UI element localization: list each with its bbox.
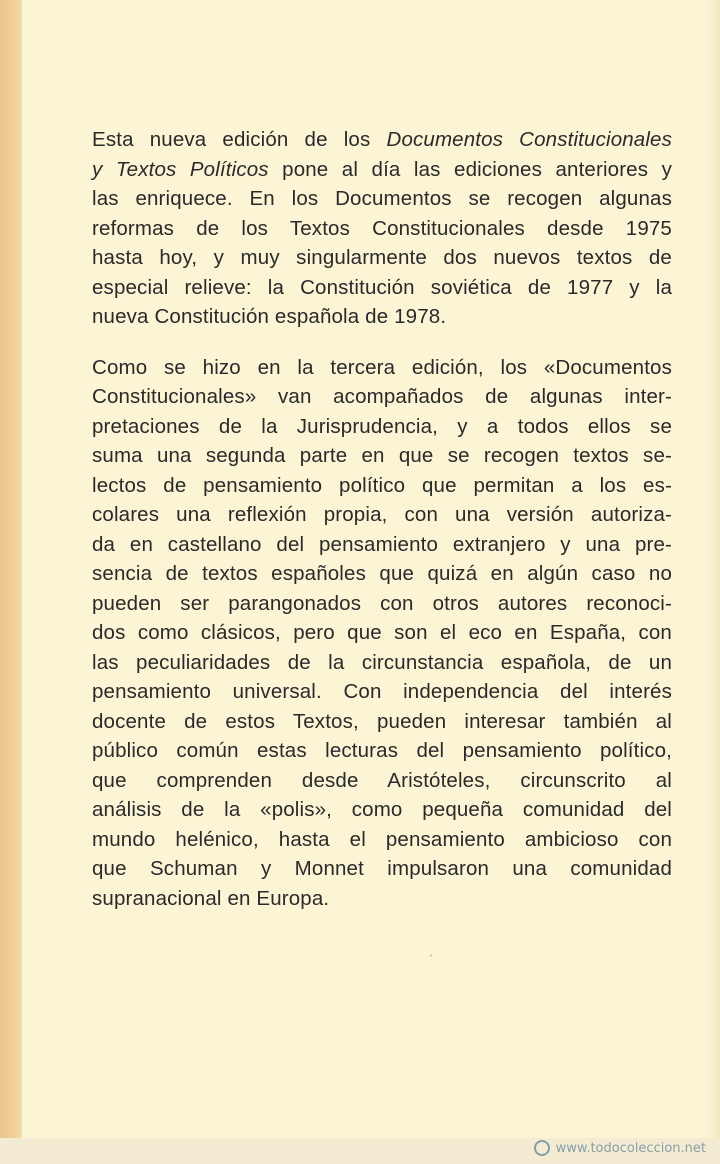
text-run: hasta hoy, y muy singularmente dos nuevos textos de <box>92 246 672 269</box>
paragraph-2-line: análisis de la «polis», como pequeña comunidad del <box>92 798 672 821</box>
paragraph-2 <box>92 353 672 914</box>
paragraph-2-line: Como se hizo en la tercera edición, los «Documentos <box>92 355 672 379</box>
paragraph-2-line: supranacional en Europa. <box>92 886 330 910</box>
watermark-logo-icon <box>534 1140 550 1156</box>
paper-speck: ˏ <box>428 946 433 957</box>
text-run: reformas de los Textos Constitucionales desde 1975 <box>92 216 672 240</box>
paragraph-1-line <box>92 243 672 273</box>
paragraph-1-line <box>92 273 672 303</box>
italic-title-run: Documentos Constitucionales <box>386 128 672 151</box>
paragraph-2-line: mundo helénico, hasta el pensamiento ambicioso con <box>92 827 672 851</box>
paragraph-2-line: pretaciones de la Jurisprudencia, y a todos ellos se <box>92 414 672 438</box>
paragraph-1 <box>92 125 672 332</box>
paragraph-1-line <box>92 214 672 244</box>
paragraph-2-line: da en castellano del pensamiento extranjero y una pre- <box>92 532 672 556</box>
paragraph-1-line <box>92 302 672 332</box>
paragraph-2-line: colares una reflexión propia, con una versión autoriza- <box>92 503 672 526</box>
text-run: pone al día las ediciones anteriores y <box>268 157 672 181</box>
right-page-edge <box>706 0 720 1164</box>
paragraph-2-line: las peculiaridades de la circunstancia española, de un <box>92 650 672 674</box>
paragraph-2-line: pueden ser parangonados con otros autores reconoci- <box>92 591 672 615</box>
paragraph-2-line: docente de estos Textos, pueden interesar también al <box>92 709 672 733</box>
text-run: las enriquece. En los Documentos se recogen algunas <box>92 187 672 210</box>
watermark-text: www.todocoleccion.net <box>555 1140 706 1156</box>
paragraph-1-line <box>92 155 672 185</box>
italic-title-run: y Textos Políticos <box>92 157 269 181</box>
paragraph-2-line: suma una segunda parte en que se recogen textos se- <box>92 444 672 467</box>
spine-edge <box>0 0 22 1164</box>
paragraph-2-line: público común estas lecturas del pensamiento político, <box>92 739 672 762</box>
paragraph-2-line: que Schuman y Monnet impulsaron una comunidad <box>92 857 672 880</box>
paragraph-1-line <box>92 184 672 214</box>
blurb-text <box>92 125 672 913</box>
text-run: especial relieve: la Constitución soviética de 1977 y la <box>92 275 672 299</box>
site-watermark <box>534 1140 706 1156</box>
paragraph-2-line: dos como clásicos, pero que son el eco en España, con <box>92 621 672 644</box>
paragraph-2-line: Constitucionales» van acompañados de algunas inter- <box>92 385 672 408</box>
paragraph-2-line: pensamiento universal. Con independencia del interés <box>92 680 672 703</box>
paragraph-1-line <box>92 125 672 155</box>
text-run: Esta nueva edición de los <box>92 128 387 151</box>
paragraph-2-line: sencia de textos españoles que quizá en algún caso no <box>92 562 672 585</box>
paragraph-2-line: que comprenden desde Aristóteles, circunscrito al <box>92 768 672 792</box>
paragraph-2-line: lectos de pensamiento político que permitan a los es- <box>92 473 672 497</box>
text-run: nueva Constitución española de 1978. <box>92 305 447 328</box>
